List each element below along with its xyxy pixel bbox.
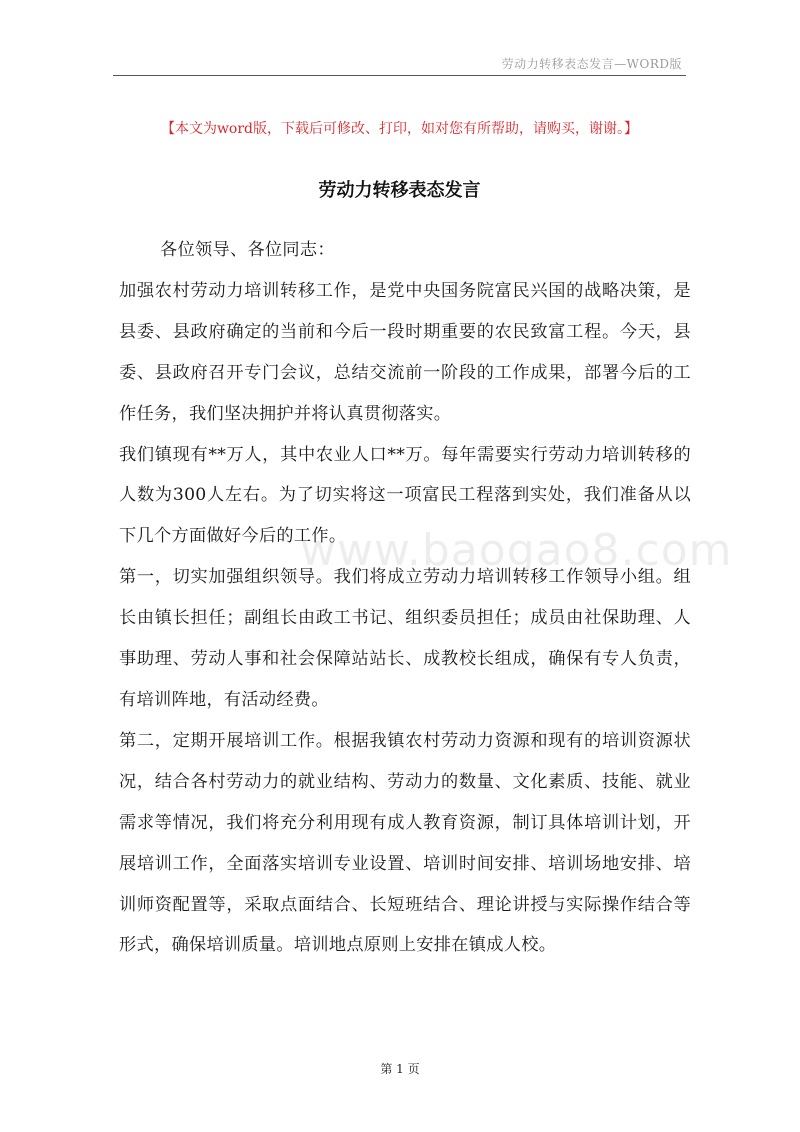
document-body: [119, 230, 691, 966]
header-divider: [113, 75, 686, 76]
paragraph-first-point: 第一，切实加强组织领导。我们将成立劳动力培训转移工作领导小组。组长由镇长担任；副组长由政工书记、组织委员担任；成员由社保助理、人事助理、劳动人事和社会保障站站长、成教校长组成，确保有专人负责，有培训阵地，有活动经费。: [119, 567, 691, 710]
purchase-notice: 【本文为word版，下载后可修改、打印，如对您有所帮助，请购买，谢谢。】: [160, 121, 639, 137]
watermark: www.baogao8.com: [300, 525, 733, 576]
document-title: 劳动力转移表态发言: [318, 180, 481, 201]
salutation: 各位领导、各位同志：: [160, 240, 335, 260]
paragraph-intro: 加强农村劳动力培训转移工作，是党中央国务院富民兴国的战略决策，是县委、县政府确定的当前和今后一段时期重要的农民致富工程。今天，县委、县政府召开专门会议，总结交流前一阶段的工作成果，部署今后的工作任务，我们坚决拥护并将认真贯彻落实。: [119, 280, 691, 424]
page-number: 第 1 页: [380, 1062, 420, 1076]
paragraph-second-point: 第二，定期开展培训工作。根据我镇农村劳动力资源和现有的培训资源状况，结合各村劳动力的就业结构、劳动力的数量、文化素质、技能、就业需求等情况，我们将充分利用现有成人教育资源，制订具体培训计划，开展培训工作，全面落实培训专业设置、培训时间安排、培训场地安排、培训师资配置等，采取点面结合、长短班结合、理论讲授与实际操作结合等形式，确保培训质量。培训地点原则上安排在镇成人校。: [119, 730, 691, 956]
paragraph-town-status: 我们镇现有**万人，其中农业人口**万。每年需要实行劳动力培训转移的人数为300人左右。为了切实将这一项富民工程落到实处，我们准备从以下几个方面做好今后的工作。: [119, 444, 691, 547]
page-header-title: 劳动力转移表态发言—WORD版: [501, 57, 682, 71]
